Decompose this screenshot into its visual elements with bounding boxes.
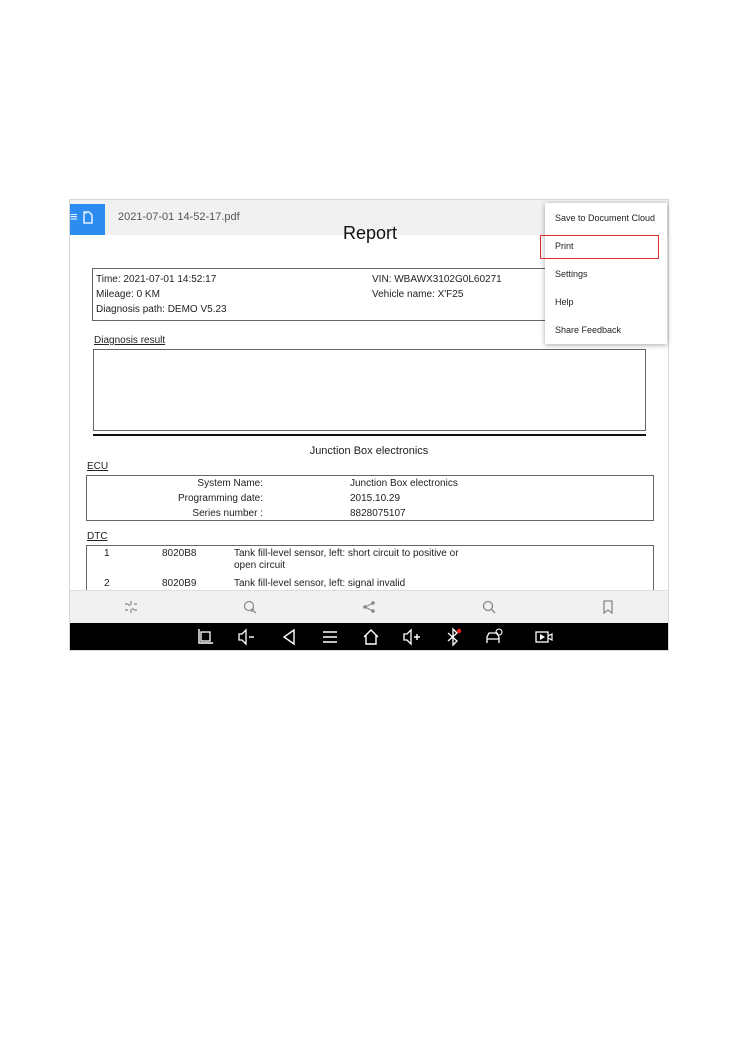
record-icon[interactable] [535,628,553,646]
ecu-box [86,475,654,521]
ecu-series-number-value: 8828075107 [350,508,406,519]
menu-item-save-to-document-cloud[interactable]: Save to Document Cloud [555,213,656,223]
ecu-programming-date-label: Programming date: [177,493,263,504]
menu-icon[interactable]: ≡ [70,209,78,224]
dtc-row-index: 2 [104,578,110,589]
share-icon[interactable] [361,599,377,615]
dtc-row-code: 8020B9 [162,578,197,589]
comment-icon[interactable] [242,599,258,615]
expand-icon[interactable] [123,599,139,615]
dtc-label: DTC [87,531,108,542]
diagnosis-result-box [93,349,646,431]
report-vin: VIN: WBAWX3102G0L60271 [372,274,502,285]
report-vehicle-name: Vehicle name: X'F25 [372,289,464,300]
volume-up-icon[interactable] [403,628,421,646]
menu-item-settings[interactable]: Settings [555,269,588,279]
tablet-screen [70,200,668,650]
bottom-action-bar [70,590,668,624]
document-app-button[interactable] [70,204,105,235]
bookmark-icon[interactable] [600,599,616,615]
ecu-system-name-label: System Name: [197,478,263,489]
volume-down-icon[interactable] [237,628,255,646]
document-icon [82,211,94,225]
file-name: 2021-07-01 14-52-17.pdf [118,211,240,223]
ecu-series-number-label: Series number : [192,508,263,519]
home-icon[interactable] [362,628,380,646]
report-mileage: Mileage: 0 KM [96,289,160,300]
report-time: Time: 2021-07-01 14:52:17 [96,274,217,285]
ecu-programming-date-value: 2015.10.29 [350,493,401,504]
dtc-row-description-cont: open circuit [234,560,286,571]
dtc-row-code: 8020B8 [162,548,197,559]
ecu-label: ECU [87,461,109,472]
dtc-row-description: Tank fill-level sensor, left: short circuit to positive or [234,548,459,559]
menu-item-print[interactable]: Print [555,241,574,251]
menu-item-help[interactable]: Help [555,297,574,307]
bluetooth-icon[interactable] [444,628,462,646]
system-nav-bar [70,623,668,650]
section-title: Junction Box electronics [309,445,429,457]
overflow-menu [545,203,667,344]
menu-icon[interactable] [321,628,339,646]
ecu-system-name-value: Junction Box electronics [350,478,458,489]
diagnosis-result-label: Diagnosis result [94,335,166,346]
section-divider [93,434,646,436]
search-icon[interactable] [481,599,497,615]
vehicle-icon[interactable] [485,628,503,646]
dtc-row-index: 1 [104,548,110,559]
report-title: Report [343,223,398,243]
print-highlight-box [540,235,659,259]
report-diagnosis-path: Diagnosis path: DEMO V5.23 [96,304,227,315]
dtc-row-description: Tank fill-level sensor, left: signal invalid [234,578,406,589]
menu-item-share-feedback[interactable]: Share Feedback [555,325,622,335]
screenshot-icon[interactable] [196,628,214,646]
back-icon[interactable] [280,628,298,646]
